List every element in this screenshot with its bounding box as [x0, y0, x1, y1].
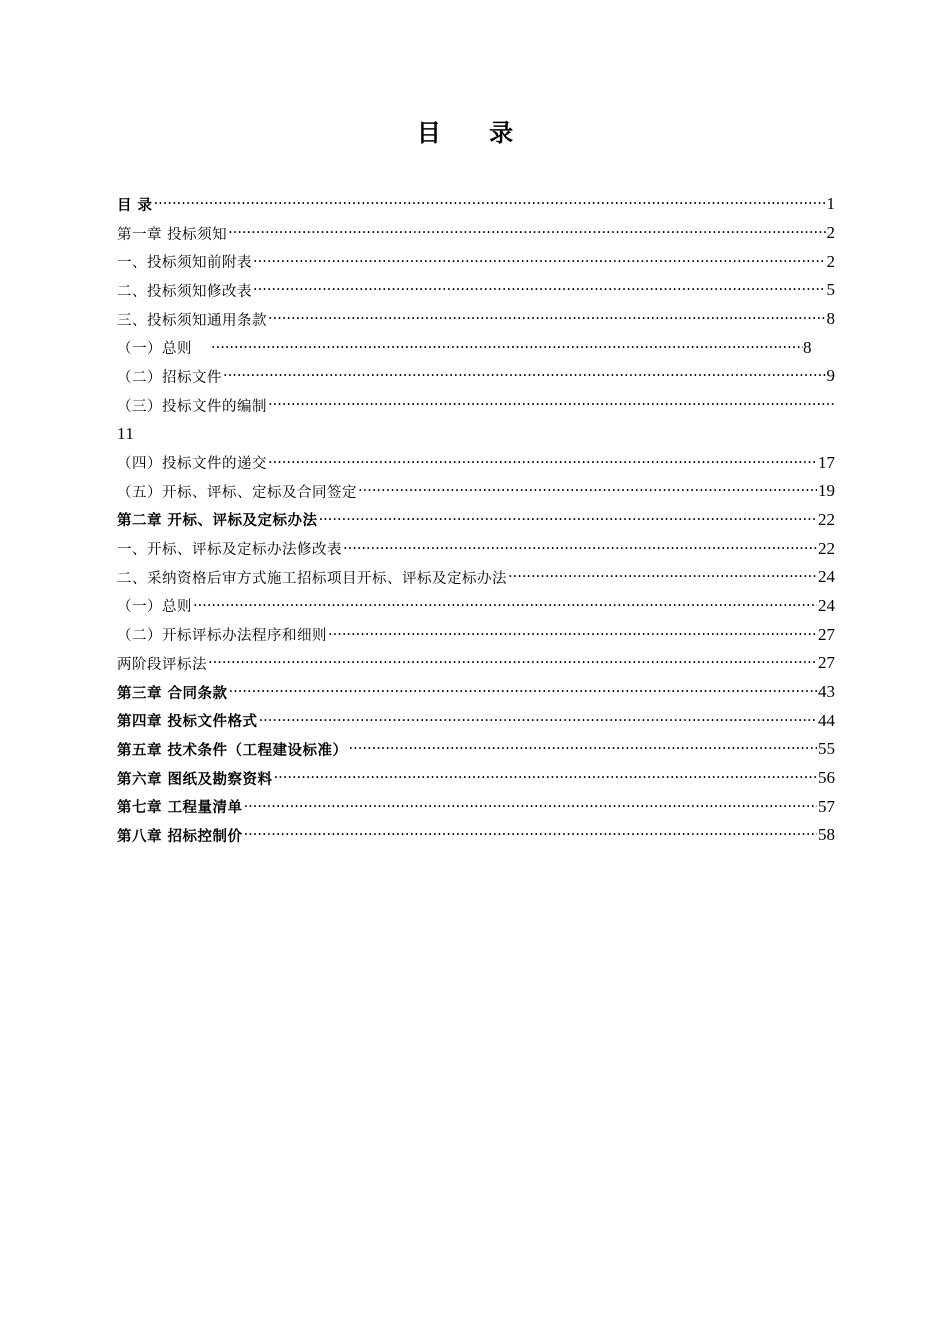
toc-entry[interactable]: [117, 534, 835, 563]
toc-leader-dots: [223, 368, 826, 384]
toc-entry[interactable]: [117, 592, 835, 621]
toc-entry-page: 44: [818, 710, 835, 730]
toc-leader-dots: [343, 541, 817, 557]
toc-leader-dots: [208, 655, 817, 671]
toc-entry-label: 第五章 技术条件（工程建设标准）: [117, 741, 348, 759]
toc-entry[interactable]: [117, 391, 835, 420]
toc-entry-page: 24: [818, 595, 835, 615]
toc-entry-page: 19: [818, 481, 835, 501]
toc-entry-page: 58: [818, 825, 835, 845]
toc-entry[interactable]: [117, 792, 835, 821]
toc-entry-page: 17: [818, 452, 835, 472]
toc-leader-dots: [268, 455, 817, 471]
toc-entry-label: （二）招标文件: [117, 369, 222, 386]
toc-leader-dots: [244, 827, 817, 843]
toc-entry[interactable]: [117, 649, 835, 678]
toc-leader-dots: [358, 483, 817, 499]
toc-entry-label: （一）总则: [117, 599, 192, 616]
toc-entry-page: 5: [826, 280, 835, 300]
toc-leader-dots: [328, 627, 817, 643]
toc-entry-label: 第七章 工程量清单: [117, 799, 243, 817]
toc-entry-page: 55: [818, 739, 835, 759]
toc-entry[interactable]: [117, 190, 835, 219]
toc-entry[interactable]: [117, 333, 835, 362]
toc-entry-label: 二、投标须知修改表: [117, 283, 252, 300]
toc-entry[interactable]: [117, 477, 835, 506]
toc-entry-label: 目 录: [117, 196, 153, 214]
toc-entry[interactable]: [117, 764, 835, 793]
toc-entry[interactable]: [117, 276, 835, 305]
toc-entry-label: 二、采纳资格后审方式施工招标项目开标、评标及定标办法: [117, 570, 507, 587]
toc-entry[interactable]: [117, 563, 835, 592]
toc-entry-label: 第四章 投标文件格式: [117, 713, 258, 731]
toc-leader-dots: [508, 569, 817, 585]
toc-entry[interactable]: [117, 247, 835, 276]
toc-entry-page: 2: [826, 251, 835, 271]
toc-leader-dots: [253, 282, 826, 298]
toc-entry-label: 第二章 开标、评标及定标办法: [117, 512, 318, 530]
toc-entry[interactable]: [117, 706, 835, 735]
toc-entry[interactable]: [117, 362, 835, 391]
toc-entry-label: 两阶段评标法: [117, 656, 207, 673]
toc-entry-label: （一）总则: [117, 341, 192, 358]
toc-entry[interactable]: [117, 506, 835, 535]
toc-leader-dots: [193, 598, 817, 614]
toc-entry[interactable]: [117, 620, 835, 649]
toc-entry-page: 57: [818, 796, 835, 816]
toc-leader-dots: [274, 770, 817, 786]
toc-entry-page: 1: [826, 194, 835, 214]
toc-entry-label: （四）投标文件的递交: [117, 456, 267, 473]
toc-leader-dots: [228, 225, 825, 241]
toc-leader-dots: [229, 684, 817, 700]
toc-leader-dots: [211, 340, 803, 356]
toc-entry-label: （二）开标评标办法程序和细则: [117, 628, 327, 645]
toc-entry-label: （三）投标文件的编制: [117, 398, 267, 415]
toc-entry-page: 43: [818, 682, 835, 702]
toc-entry-page: 8: [803, 337, 812, 357]
toc-entry[interactable]: [117, 448, 835, 477]
toc-leader-dots: [349, 741, 817, 757]
toc-entry-page: 56: [818, 768, 835, 788]
toc-entry-page: 24: [818, 567, 835, 587]
toc-leader-dots: [253, 254, 826, 270]
toc-entry[interactable]: [117, 305, 835, 334]
toc-entry-label: 三、投标须知通用条款: [117, 312, 267, 329]
toc-leader-dots: [268, 311, 826, 327]
toc-entry-page: 2: [826, 223, 835, 243]
toc-leader-dots: [259, 713, 817, 729]
toc-entry-page: 11: [117, 423, 135, 443]
toc-entry-page: 8: [826, 309, 835, 329]
toc-leader-dots: [244, 799, 817, 815]
toc-entry[interactable]: [117, 219, 835, 248]
toc-entry-label: 第三章 合同条款: [117, 684, 228, 702]
toc-entry[interactable]: [117, 678, 835, 707]
toc-entry-continuation: [117, 420, 835, 449]
table-of-contents: [117, 190, 835, 850]
toc-leader-dots: [154, 196, 826, 212]
toc-entry-label: 第一章 投标须知: [117, 226, 228, 243]
toc-entry-label: 第六章 图纸及勘察资料: [117, 770, 273, 788]
toc-entry-label: 一、投标须知前附表: [117, 255, 252, 272]
page-title: 目 录: [416, 118, 534, 147]
toc-entry-page: 22: [818, 509, 835, 529]
toc-leader-dots: [319, 512, 817, 528]
toc-entry[interactable]: [117, 735, 835, 764]
toc-entry-page: 27: [818, 624, 835, 644]
toc-entry-page: 27: [818, 653, 835, 673]
toc-entry-page: 9: [826, 366, 835, 386]
toc-entry-label: （五）开标、评标、定标及合同签定: [117, 484, 357, 501]
toc-leader-dots: [268, 397, 835, 413]
toc-entry-label: 一、开标、评标及定标办法修改表: [117, 542, 342, 559]
toc-entry-page: 22: [818, 538, 835, 558]
toc-entry-label: 第八章 招标控制价: [117, 827, 243, 845]
toc-entry[interactable]: [117, 821, 835, 850]
